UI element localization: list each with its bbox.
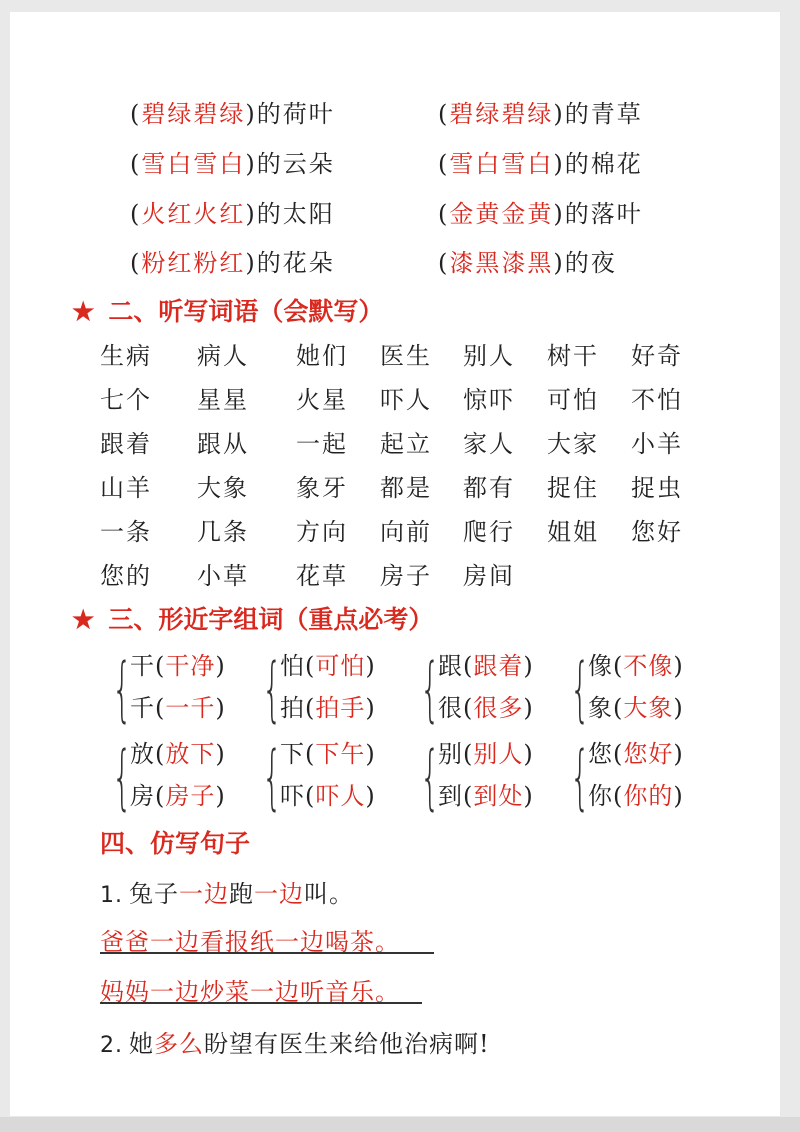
character-entry: 干(干净) <box>130 652 226 680</box>
phrase: (雪白雪白)的云朵 <box>130 150 335 178</box>
dictation-word: 捉住 <box>547 474 599 502</box>
dictation-word: 都有 <box>463 474 515 502</box>
dictation-word: 都是 <box>380 474 432 502</box>
dictation-word: 生病 <box>100 342 152 370</box>
character-entry: 很(很多) <box>438 694 534 722</box>
character-entry: 下(下午) <box>280 740 376 768</box>
dictation-word: 姐姐 <box>547 518 599 546</box>
section-heading-similar-characters <box>72 600 433 636</box>
character-entry: 怕(可怕) <box>280 652 376 680</box>
phrase: (漆黑漆黑)的夜 <box>438 249 617 277</box>
star-icon: ★ <box>72 297 95 326</box>
phrase: (雪白雪白)的棉花 <box>438 150 643 178</box>
dictation-word: 星星 <box>197 386 249 414</box>
character-entry: 拍(拍手) <box>280 694 376 722</box>
dictation-word: 大象 <box>197 474 249 502</box>
character-entry: 跟(跟着) <box>438 652 534 680</box>
dictation-word: 象牙 <box>296 474 348 502</box>
dictation-word: 跟着 <box>100 430 152 458</box>
answer-underline <box>100 1002 422 1004</box>
dictation-word: 可怕 <box>547 386 599 414</box>
dictation-word: 方向 <box>296 518 348 546</box>
dictation-word: 房间 <box>463 562 515 590</box>
dictation-word: 别人 <box>463 342 515 370</box>
character-entry: 你(你的) <box>588 782 684 810</box>
brace-icon: { <box>262 648 283 730</box>
brace-icon: { <box>112 736 133 818</box>
character-pair-group <box>570 734 730 818</box>
character-entry: 象(大象) <box>588 694 684 722</box>
dictation-word: 您的 <box>100 562 152 590</box>
dictation-word: 医生 <box>380 342 432 370</box>
section-heading-sentence-imitation: 四、仿写句子 <box>100 829 251 858</box>
character-entry: 放(放下) <box>130 740 226 768</box>
character-entry: 千(一千) <box>130 694 226 722</box>
dictation-word: 向前 <box>380 518 432 546</box>
phrase: (火红火红)的太阳 <box>130 200 335 228</box>
phrase: (粉红粉红)的花朵 <box>130 249 335 277</box>
dictation-word: 吓人 <box>380 386 432 414</box>
dictation-word: 您好 <box>631 518 683 546</box>
character-pair-group <box>420 734 580 818</box>
dictation-word: 房子 <box>380 562 432 590</box>
dictation-word: 小草 <box>197 562 249 590</box>
dictation-word: 大家 <box>547 430 599 458</box>
character-pair-group <box>420 646 580 730</box>
character-entry: 您(您好) <box>588 740 684 768</box>
phrase: (碧绿碧绿)的荷叶 <box>130 100 335 128</box>
brace-icon: { <box>570 736 591 818</box>
character-entry: 像(不像) <box>588 652 684 680</box>
section-heading-dictation <box>72 292 383 328</box>
character-pair-group <box>112 734 272 818</box>
answer-sentence: 妈妈一边炒菜一边听音乐。 <box>100 978 400 1006</box>
character-entry: 别(别人) <box>438 740 534 768</box>
dictation-word: 火星 <box>296 386 348 414</box>
dictation-word: 起立 <box>380 430 432 458</box>
dictation-word: 爬行 <box>463 518 515 546</box>
dictation-word: 好奇 <box>631 342 683 370</box>
dictation-word: 跟从 <box>197 430 249 458</box>
brace-icon: { <box>420 736 441 818</box>
dictation-word: 病人 <box>197 342 249 370</box>
answer-sentence: 爸爸一边看报纸一边喝茶。 <box>100 928 400 956</box>
star-icon: ★ <box>72 605 95 634</box>
question-1: 1. 兔子一边跑一边叫。 <box>100 880 354 908</box>
brace-icon: { <box>112 648 133 730</box>
heading-text: 二、听写词语（会默写） <box>108 297 384 326</box>
dictation-word: 几条 <box>197 518 249 546</box>
dictation-word: 捉虫 <box>631 474 683 502</box>
dictation-word: 一起 <box>296 430 348 458</box>
dictation-word: 山羊 <box>100 474 152 502</box>
character-entry: 吓(吓人) <box>280 782 376 810</box>
dictation-word: 七个 <box>100 386 152 414</box>
dictation-word: 不怕 <box>631 386 683 414</box>
phrase: (金黄金黄)的落叶 <box>438 200 643 228</box>
dictation-word: 花草 <box>296 562 348 590</box>
character-pair-group <box>262 734 422 818</box>
answer-underline <box>100 952 434 954</box>
dictation-word: 一条 <box>100 518 152 546</box>
brace-icon: { <box>570 648 591 730</box>
character-pair-group <box>262 646 422 730</box>
page-bottom-shadow <box>0 1117 800 1132</box>
character-pair-group <box>112 646 272 730</box>
brace-icon: { <box>262 736 283 818</box>
dictation-word: 她们 <box>296 342 348 370</box>
character-entry: 到(到处) <box>438 782 534 810</box>
heading-text: 三、形近字组词（重点必考） <box>108 605 434 634</box>
question-2: 2. 她多么盼望有医生来给他治病啊! <box>100 1030 490 1058</box>
brace-icon: { <box>420 648 441 730</box>
dictation-word: 家人 <box>463 430 515 458</box>
dictation-word: 树干 <box>547 342 599 370</box>
character-pair-group <box>570 646 730 730</box>
dictation-word: 惊吓 <box>463 386 515 414</box>
dictation-word: 小羊 <box>631 430 683 458</box>
phrase: (碧绿碧绿)的青草 <box>438 100 643 128</box>
character-entry: 房(房子) <box>130 782 226 810</box>
